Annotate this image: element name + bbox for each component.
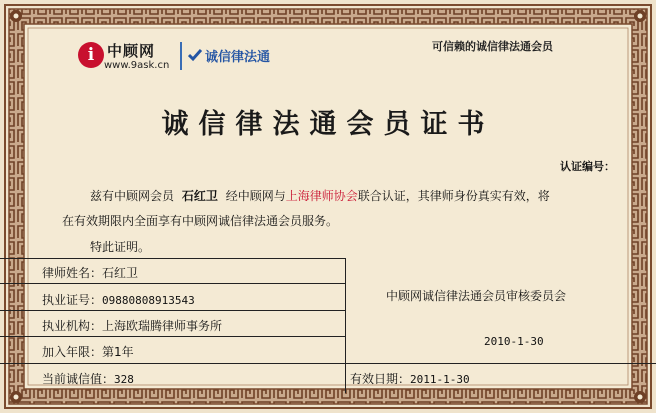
field-org [42, 317, 222, 334]
field-label: 执业证号： [42, 293, 103, 307]
logo-i-icon: i [78, 42, 104, 68]
field-label: 当前诚信值： [42, 372, 115, 386]
field-years [42, 343, 134, 360]
field-license [42, 291, 195, 308]
partner-logo-icon [188, 48, 202, 62]
body-paragraph-2: 在有效期限内全面享有中顾网诚信律法通会员服务。 [62, 214, 339, 228]
field-value: 2011-1-30 [410, 373, 470, 386]
field-label: 执业机构： [42, 319, 103, 333]
logo-url: www.9ask.cn [104, 60, 170, 71]
body-text: 经中顾网与 [225, 189, 286, 203]
field-value: 石红卫 [102, 266, 139, 280]
table-line [0, 363, 656, 364]
association-name: 上海律师协会 [285, 189, 358, 203]
table-line [0, 283, 345, 284]
certificate-title: 诚信律法通会员证书 [161, 109, 495, 140]
committee-name: 中顾网诚信律法通会员审核委员会 [386, 289, 567, 303]
table-line [345, 258, 346, 363]
field-value: 上海欧瑞腾律师事务所 [102, 319, 223, 333]
field-label: 有效日期： [350, 372, 411, 386]
field-label: 律师姓名： [42, 266, 103, 280]
body-text: 联合认证，其律师身份真实有效，将 [357, 189, 550, 203]
partner-logo-name: 诚信律法通 [205, 50, 271, 65]
field-expiry [350, 370, 470, 387]
member-name: 石红卫 [181, 189, 218, 203]
field-value: 09880808913543 [102, 294, 195, 307]
table-line [0, 310, 345, 311]
table-line [0, 258, 345, 259]
field-value: 328 [114, 373, 134, 386]
body-paragraph-3: 特此证明。 [90, 240, 151, 254]
field-score [42, 370, 134, 387]
body-text: 兹有中顾网会员 [90, 189, 175, 203]
table-line [345, 363, 346, 393]
field-label: 加入年限： [42, 345, 103, 359]
field-lawyer-name [42, 264, 138, 281]
cert-number-label: 认证编号： [560, 160, 615, 173]
logo-name: 中顾网 [107, 42, 156, 60]
issue-date: 2010-1-30 [484, 335, 544, 348]
logo-divider [180, 42, 182, 70]
trust-slogan: 可信赖的诚信律法通会员 [432, 40, 553, 53]
field-value: 第1年 [102, 345, 134, 359]
table-line [0, 336, 345, 337]
body-paragraph-1 [90, 187, 550, 204]
